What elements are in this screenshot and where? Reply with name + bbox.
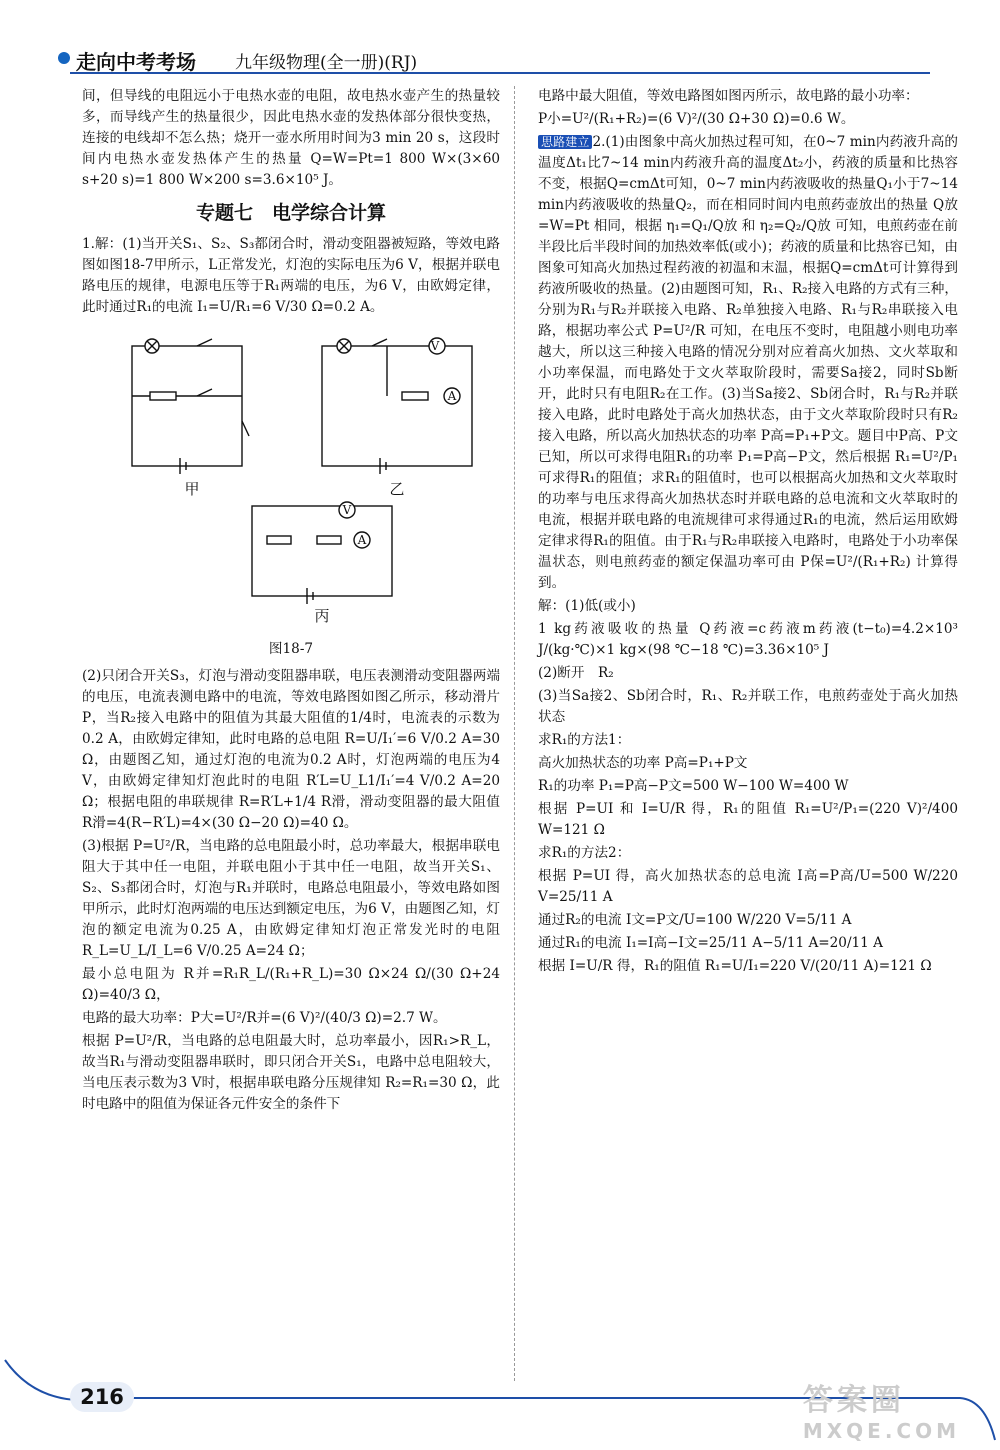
header-bullet-icon — [58, 52, 70, 64]
solution-2-line-8: 根据 P=UI 和 I=U/R 得，R₁的阻值 R₁=U²/P₁=(220 V)²/400 W=121 Ω — [538, 801, 958, 838]
watermark — [803, 1375, 960, 1443]
svg-text:A: A — [357, 533, 367, 547]
circuit-jia — [132, 339, 249, 474]
svg-text:V: V — [342, 503, 352, 517]
label-bing: 丙 — [314, 607, 330, 625]
solution-2-line-10: 根据 P=UI 得，高火加热状态的总电流 I高=P高/U=500 W/220 V=25/11 A — [538, 868, 958, 905]
solution-2-line-12: 通过R₁的电流 I₁=I高−I文=25/11 A−5/11 A=20/11 A — [538, 935, 883, 951]
solution-2-line-1: 解：(1)低(或小) — [538, 598, 636, 614]
watermark-text: 答案圈 — [802, 1383, 905, 1418]
watermark-url: MXQE.COM — [802, 1419, 960, 1443]
book-title: 走向中考考场 — [76, 50, 196, 74]
solution-1-min-resistance: 最小总电阻为 R并=R₁R_L/(R₁+R_L)=30 Ω×24 Ω/(30 Ω+24 Ω)=40/3 Ω， — [82, 966, 500, 1003]
analysis-text: 2.(1)由图象中高火加热过程可知，在0~7 min内药液升高的温度Δt₁比7~14 min内药液升高的温度Δt₂小，药液的质量和比热容不变，根据Q=cmΔt可知，0~7 min内药液吸收的热量Q₁小于7~14 min内药液吸收的热量Q₂，而在相同时间内电煎药壶放出的热量 Q放=W=Pt 相同，根据 η₁=Q₁/Q放 和 η₂=Q₂/Q放 可知，电煎药壶在前半段比后半段时间的加热效率低(或小)；药液的质量和比热容已知，由图象可知高火加热过程药液的初温和末温，根据Q=cmΔt可计算得到药液所吸收的热量。(2)由题图可知，R₁、R₂接入电路的方式有三种，分别为R₁与R₂并联接入电路、R₂单独接入电路、R₁与R₂串联接入电路，根据功率公式 P=U²/R 可知，在电压不变时，电阻越小则电功率越大，所以这三种接入电路的情况分别对应着高火加热、文火萃取和小功率保温，而电路处于文火萃取阶段时，需要Sa接2，同时Sb断开，此时只有电阻R₂在工作。(3)当Sa接2、Sb闭合时，R₁与R₂并联接入电路，此时电路处于高火加热状态，由于文火萃取阶段时只有R₂接入电路，所以高火加热状态的功率 P高=P₁+P文。题目中P高、P文已知，所以可求得电阻R₁的功率 P₁=P高−P文，然后根据 R₁=U²/P₁ 可求得R₁的阻值；求R₁的阻值时，也可以根据高火加热和文火萃取时的功率与电压求得高火加热状态时并联电路的总电流和文火萃取时的电流，根据并联电路的电流规律可求得通过R₁的电流，然后运用欧姆定律求得R₁的阻值。由于R₁与R₂串联接入电路时，电路处于小功率保温状态，则电煎药壶的额定保温功率可由 P保=U²/(R₁+R₂) 计算得到。 — [538, 134, 958, 591]
figure-caption: 图18-7 — [268, 641, 314, 657]
solution-1-min-power: P小=U²/(R₁+R₂)=(6 V)²/(30 Ω+30 Ω)=0.6 W。 — [538, 111, 855, 127]
circuit-bing — [252, 502, 392, 604]
solution-1-part-4: 根据 P=U²/R，当电路的总电阻最大时，总功率最小，因R₁>R_L，故当R₁与滑动变阻器串联时，即只闭合开关S₁，电路中总电阻较大，当电压表示数为3 V时，根据串联电路分压规律知 R₂=R₁=30 Ω，此时电路中的阻值为保证各元件安全的条件下 — [82, 1033, 500, 1112]
circuit-figure — [82, 326, 500, 626]
solution-2-line-11: 通过R₂的电流 I文=P文/U=100 W/220 V=5/11 A — [538, 912, 852, 928]
label-yi: 乙 — [389, 480, 405, 498]
solution-2-line-7: R₁的功率 P₁=P高−P文=500 W−100 W=400 W — [538, 778, 849, 794]
header-rule — [70, 72, 930, 74]
solution-2-line-13: 根据 I=U/R 得，R₁的阻值 R₁=U/I₁=220 V/(20/11 A)=121 Ω — [538, 958, 932, 974]
page-header — [30, 42, 950, 78]
solution-1-part-1: 1.解：(1)当开关S₁、S₂、S₃都闭合时，滑动变阻器被短路，等效电路图如图18-7甲所示，L正常发光，灯泡的实际电压为6 V，根据并联电路电压的规律，电源电压等于R₁两端的电压，为6 V，由欧姆定律，此时通过R₁的电流 I₁=U/R₁=6 V/30 Ω=0.2 A。 — [82, 236, 500, 315]
solution-1-part-2: (2)只闭合开关S₃，灯泡与滑动变阻器串联，电压表测滑动变阻器两端的电压，电流表测电路中的电流，等效电路图如图乙所示，移动滑片P，当R₂接入电路中的阻值为其最大阻值的1/4时，电流表的示数为0.2 A，由欧姆定律知，此时电路的总电阻 R=U/I₁′=6 V/0.2 A=30 Ω，由题图乙知，通过灯泡的电流为0.2 A时，灯泡两端的电压为4 V，由欧姆定律知灯泡此时的电阻 R′L=U_L1/I₁′=4 V/0.2 A=20 Ω；根据电阻的串联规律 R=R′L+1/4 R滑，滑动变阻器的最大阻值 R滑=4(R−R′L)=4×(30 Ω−20 Ω)=40 Ω。 — [82, 668, 500, 831]
problem-2-analysis — [538, 132, 958, 594]
analysis-tag: 思路建立 — [538, 135, 592, 149]
intro-paragraph: 间，但导线的电阻远小于电热水壶的电阻，故电热水壶产生的热量较多，而导线产生的热量很少，因此电热水壶的发热体部分很快变热，连接的电线却不怎么热；烧开一壶水所用时间为3 min 20 s，这段时间内电热水壶发热体产生的热量 Q=W=Pt=1 800 W×(3×60 s+20 s)=1 800 W×200 s=3.6×10⁵ J。 — [82, 88, 500, 188]
solution-1-part-3: (3)根据 P=U²/R，当电路的总电阻最小时，总功率最大，根据串联电阻大于其中任一电阻，并联电阻小于其中任一电阻，故当开关S₁、S₂、S₃都闭合时，灯泡与R₁并联时，电路总电阻最小，等效电路如图甲所示，此时灯泡两端的电压达到额定电压，为6 V，由题图乙知，灯泡的额定电流为0.25 A，由欧姆定律知灯泡正常发光时的电阻 R_L=U_L/I_L=6 V/0.25 A=24 Ω； — [82, 838, 500, 959]
right-column — [538, 86, 958, 979]
label-jia: 甲 — [184, 480, 200, 498]
section-heading: 专题七 电学综合计算 — [195, 202, 386, 224]
solution-2-line-9: 求R₁的方法2： — [538, 845, 631, 861]
solution-2-line-4: (3)当Sa接2、Sb闭合时，R₁、R₂并联工作，电煎药壶处于高火加热状态 — [538, 688, 958, 725]
solution-2-line-2: 1 kg药液吸收的热量 Q药液=c药液m药液(t−t₀)=4.2×10³ J/(kg·℃)×1 kg×(98 ℃−18 ℃)=3.36×10⁵ J — [538, 621, 958, 658]
svg-text:A: A — [447, 389, 457, 403]
column-divider — [514, 86, 516, 1381]
solution-1-max-power: 电路的最大功率：P大=U²/R并=(6 V)²/(40/3 Ω)=2.7 W。 — [82, 1010, 447, 1026]
book-subtitle: 九年级物理(全一册)(RJ) — [235, 53, 418, 73]
solution-2-line-5: 求R₁的方法1： — [538, 732, 631, 748]
circuit-yi — [322, 338, 472, 474]
solution-2-line-6: 高火加热状态的功率 P高=P₁+P文 — [538, 755, 748, 771]
left-column — [82, 86, 500, 1117]
solution-1-continued: 电路中最大阻值，等效电路图如图丙所示，故电路的最小功率： — [538, 88, 919, 104]
svg-text:V: V — [430, 339, 440, 353]
page-number: 216 — [70, 1382, 134, 1412]
solution-2-line-3: (2)断开 R₂ — [538, 665, 614, 681]
